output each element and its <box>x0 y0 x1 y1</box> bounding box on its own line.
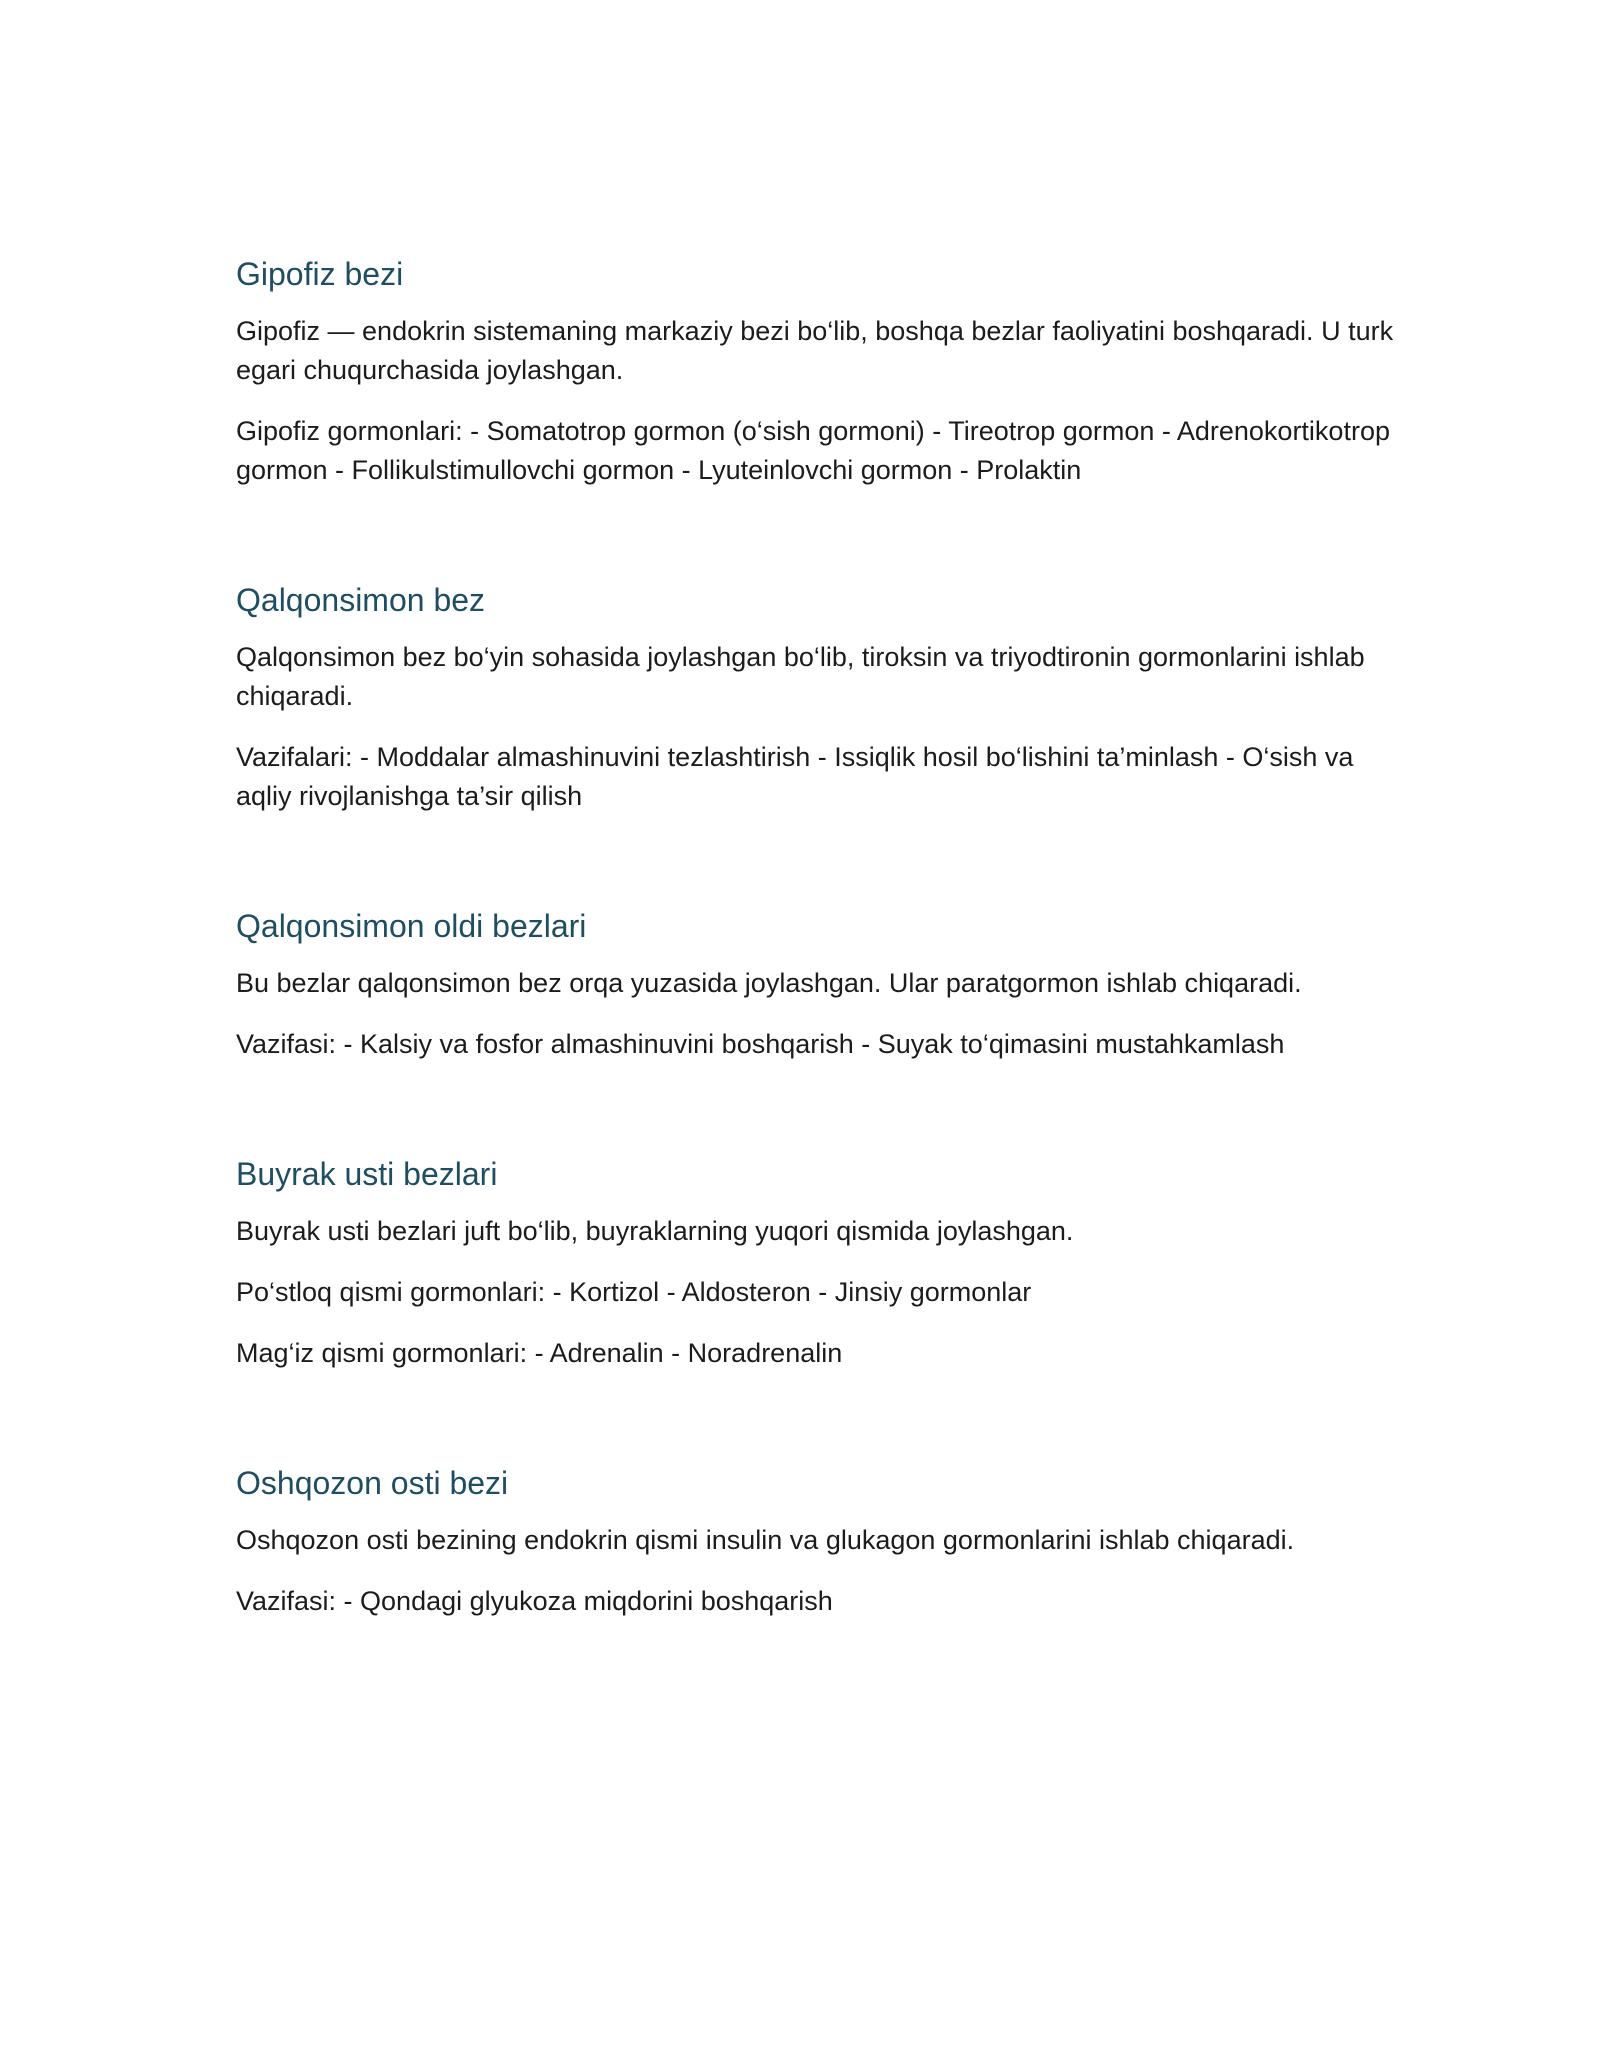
section-buyrak-usti-bezlari <box>236 1152 1416 1373</box>
section-heading: Gipofiz bezi <box>236 256 404 292</box>
section-oshqozon-osti-bezi <box>236 1461 1416 1621</box>
paragraph: Bu bezlar qalqonsimon bez orqa yuzasida joylashgan. Ular paratgormon ishlab chiqaradi. <box>236 968 1302 998</box>
paragraph: Mag‘iz qismi gormonlari: - Adrenalin - Noradrenalin <box>236 1338 843 1368</box>
paragraph: Oshqozon osti bezining endokrin qismi insulin va glukagon gormonlarini ishlab chiqaradi. <box>236 1525 1295 1555</box>
section-heading: Buyrak usti bezlari <box>236 1156 498 1192</box>
paragraph: Po‘stloq qismi gormonlari: - Kortizol - Aldosteron - Jinsiy gormonlar <box>236 1277 1032 1307</box>
paragraph: Vazifasi: - Qondagi glyukoza miqdorini boshqarish <box>236 1586 833 1616</box>
section-heading: Oshqozon osti bezi <box>236 1465 509 1501</box>
section-heading: Qalqonsimon bez <box>236 582 486 618</box>
paragraph: Qalqonsimon bez bo‘yin sohasida joylashgan bo‘lib, tiroksin va triyodtironin gormonlarini ishlab chiqaradi. <box>236 642 1365 711</box>
section-qalqonsimon-bez <box>236 578 1416 816</box>
paragraph: Gipofiz — endokrin sistemaning markaziy bezi bo‘lib, boshqa bezlar faoliyatini boshqaradi. U turk egari chuqurchasida joylashgan. <box>236 316 1394 385</box>
section-heading: Qalqonsimon oldi bezlari <box>236 908 587 944</box>
paragraph: Buyrak usti bezlari juft bo‘lib, buyraklarning yuqori qismida joylashgan. <box>236 1216 1074 1246</box>
paragraph: Vazifalari: - Moddalar almashinuvini tezlashtirish - Issiqlik hosil bo‘lishini ta’minlash - O‘sish va aqliy rivojlanishga ta’sir qilish <box>236 742 1354 811</box>
document-page <box>236 252 1416 1621</box>
section-qalqonsimon-oldi-bezlari <box>236 904 1416 1064</box>
paragraph: Vazifasi: - Kalsiy va fosfor almashinuvini boshqarish - Suyak to‘qimasini mustahkamlash <box>236 1029 1285 1059</box>
section-gipofiz-bezi <box>236 252 1416 490</box>
paragraph: Gipofiz gormonlari: - Somatotrop gormon (o‘sish gormoni) - Tireotrop gormon - Adrenokortikotrop gormon - Follikulstimullovchi gormon - Lyuteinlovchi gormon - Prolaktin <box>236 416 1390 485</box>
